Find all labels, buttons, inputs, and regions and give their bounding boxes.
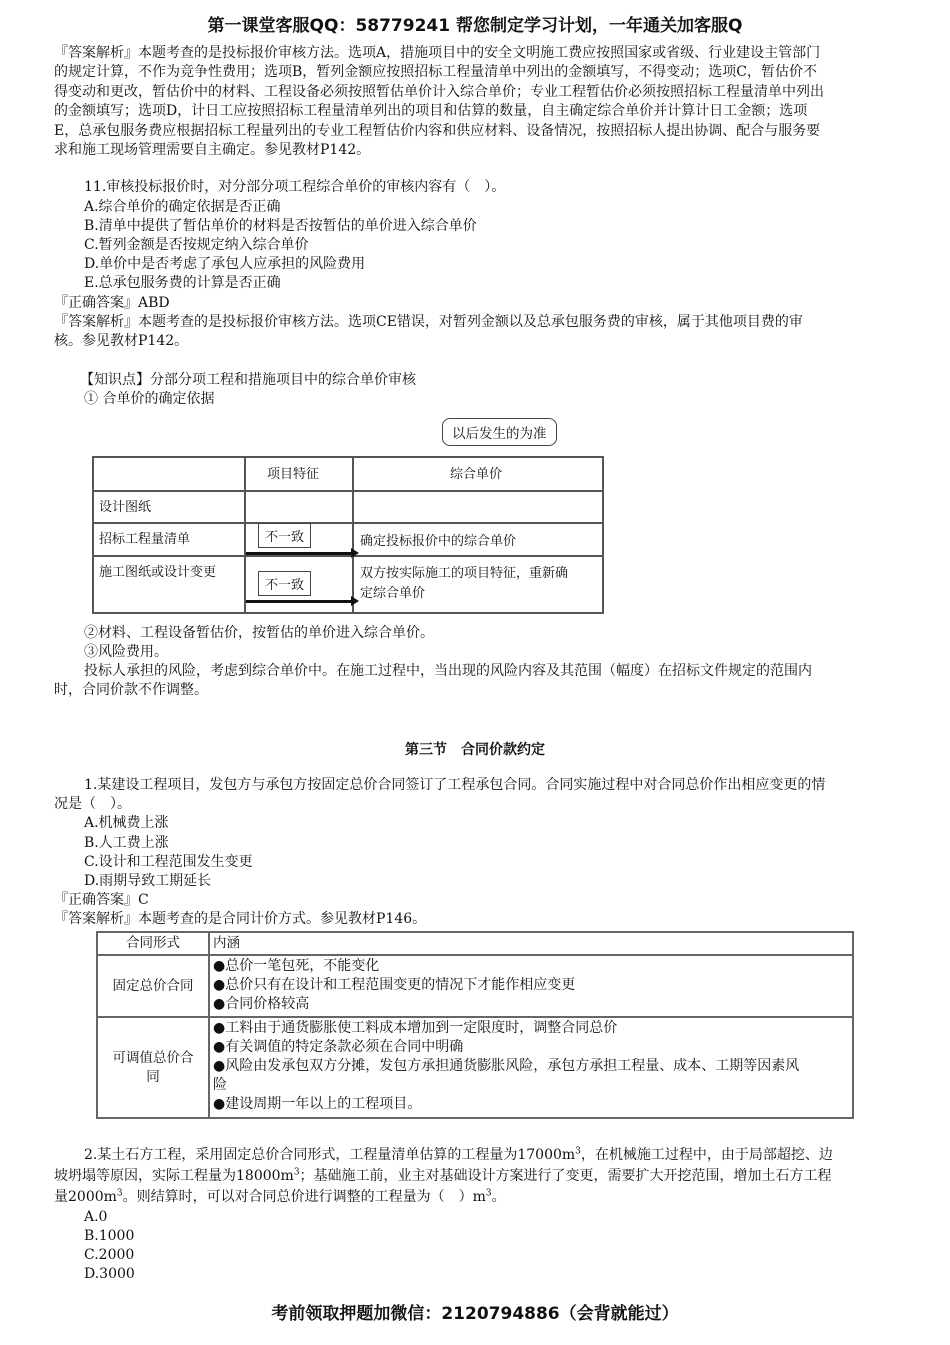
row-design-drawing: 设计图纸 (99, 500, 152, 515)
knowledge-title: 【知识点】分部分项工程和措施项目中的综合单价审核 (80, 372, 416, 388)
list-item: ●风险由发承包双方分摊，发包方承担通货膨胀风险，承包方承担工程量、成本、工期等因素风 (213, 1058, 800, 1074)
option-c: C.暂列金额是否按规定纳入综合单价 (84, 237, 309, 253)
option-a: A.机械费上涨 (84, 815, 169, 831)
correct-answer: 『正确答案』C (54, 892, 149, 908)
fixed-price-items (209, 955, 853, 1017)
page-header: 第一课堂客服QQ：58779241 帮您制定学习计划，一年通关加客服Q (207, 16, 743, 36)
header-contract-form: 合同形式 (97, 932, 209, 955)
analysis-line: 『答案解析』本题考查的是合同计价方式。参见教材P146。 (54, 911, 427, 927)
question-stem: 况是（ ）。 (54, 796, 131, 812)
list-item: 险 (213, 1077, 227, 1093)
text-line: 得变动和更改，暂估价中的材料、工程设备必须按照暂估单价计入综合单价；专业工程暂估价必须按照招标工程量清单中列出 (54, 84, 824, 100)
adjustable-price-contract (97, 1017, 209, 1118)
text-line: 的金额填写；选项D，计日工应按照招标工程量清单列出的项目和估算的数量，自主确定综合单价并计算计日工金额；选项 (54, 103, 808, 119)
adjustable-price-items (209, 1017, 853, 1118)
list-item: ●总价只有在设计和工程范围变更的情况下才能作相应变更 (213, 977, 576, 993)
analysis-line: 核。参见教材P142。 (54, 333, 189, 349)
correct-answer: 『正确答案』ABD (54, 295, 170, 311)
option-d: D.3000 (84, 1266, 135, 1282)
question-stem: 量$2000m^3$。则结算时，可以对合同总价进行调整的工程量为（ ）$m^3$。 (54, 1188, 506, 1205)
question-stem: 坡坍塌等原因，实际工程量为$18000m^3$；基础施工前，业主对基础设计方案进行了变更，需要扩大开挖范围，增加土石方工程 (54, 1167, 832, 1184)
knowledge-table (92, 456, 604, 614)
callout-bubble: 以后发生的为准 (442, 418, 557, 446)
section-title: 第三节 合同价款约定 (405, 742, 545, 758)
knowledge-point-1: ① 合单价的确定依据 (84, 391, 215, 407)
table-header-feature: 项目特征 (267, 467, 320, 482)
risk-text: 时，合同价款不作调整。 (54, 682, 208, 698)
page-footer: 考前领取押题加微信：2120794886（会背就能过） (271, 1304, 679, 1324)
result-2-line-1: 双方按实际施工的项目特征，重新确 (360, 566, 569, 581)
text-line: E，总承包服务费应根据招标工程量列出的专业工程暂估价内容和供应材料、设备情况，按照招标人提出协调、配合与服务要 (54, 123, 821, 139)
option-a: A.综合单价的确定依据是否正确 (84, 199, 281, 215)
arrow-right-icon (246, 552, 352, 555)
option-b: B.清单中提供了暂估单价的材料是否按暂估的单价进入综合单价 (84, 218, 477, 234)
text-line: 『答案解析』本题考查的是投标报价审核方法。选项A，措施项目中的安全文明施工费应按照国家或省级、行业建设主管部门 (54, 45, 821, 61)
option-d: D.单价中是否考虑了承包人应承担的风险费用 (84, 256, 366, 272)
list-item: ●有关调值的特定条款必须在合同中明确 (213, 1039, 464, 1055)
question-stem: 1.某建设工程项目，发包方与承包方按固定总价合同签订了工程承包合同。合同实施过程中对合同总价作出相应变更的情 (84, 777, 826, 793)
option-e: E.总承包服务费的计算是否正确 (84, 275, 281, 291)
option-c: C.2000 (84, 1247, 135, 1263)
option-b: B.1000 (84, 1228, 135, 1244)
risk-text: 投标人承担的风险，考虑到综合单价中。在施工过程中，当出现的风险内容及其范围（幅度）在招标文件规定的范围内 (84, 663, 812, 679)
arrow-right-icon (246, 600, 352, 603)
form-name-line: 可调值总价合 (112, 1049, 194, 1066)
list-item: ●建设周期一年以上的工程项目。 (213, 1096, 422, 1112)
result-2-line-2: 定综合单价 (360, 586, 426, 601)
list-item: ●合同价格较高 (213, 996, 310, 1012)
option-a: A.0 (84, 1209, 108, 1225)
option-b: B.人工费上涨 (84, 835, 169, 851)
option-c: C.设计和工程范围发生变更 (84, 854, 253, 870)
list-item: ●工料由于通货膨胀使工料成本增加到一定限度时，调整合同总价 (213, 1020, 618, 1036)
analysis-line: 『答案解析』本题考查的是投标报价审核方法。选项CE错误，对暂列金额以及总承包服务费的审核，属于其他项目费的审 (54, 314, 803, 330)
list-item: ●总价一笔包死，不能变化 (213, 958, 380, 974)
mismatch-tag: 不一致 (258, 571, 311, 596)
table-header-unit-price: 综合单价 (450, 467, 503, 482)
header-content: 内涵 (209, 932, 853, 955)
fixed-price-contract: 固定总价合同 (97, 955, 209, 1017)
option-d: D.雨期导致工期延长 (84, 873, 212, 889)
mismatch-tag: 不一致 (258, 523, 311, 548)
form-name-line: 同 (146, 1068, 160, 1085)
row-bill-of-quantities: 招标工程量清单 (99, 532, 191, 547)
knowledge-point-2: ②材料、工程设备暂估价，按暂估的单价进入综合单价。 (84, 625, 434, 641)
knowledge-point-3: ③风险费用。 (84, 644, 168, 660)
question-stem: 11.审核投标报价时，对分部分项工程综合单价的审核内容有（ ）。 (84, 179, 506, 195)
question-stem: 2.某土石方工程，采用固定总价合同形式，工程量清单估算的工程量为$17000m^3$，在机械施工过程中，由于局部超挖、边 (84, 1146, 833, 1163)
result-1: 确定投标报价中的综合单价 (360, 534, 517, 549)
row-construction-change: 施工图纸或设计变更 (99, 565, 217, 580)
text-line: 求和施工现场管理需要自主确定。参见教材P142。 (54, 142, 371, 158)
contract-type-table (96, 931, 854, 1119)
text-line: 的规定计算，不作为竞争性费用；选项B，暂列金额应按照招标工程量清单中列出的金额填写，不得变动；选项C，暂估价不 (54, 64, 817, 80)
